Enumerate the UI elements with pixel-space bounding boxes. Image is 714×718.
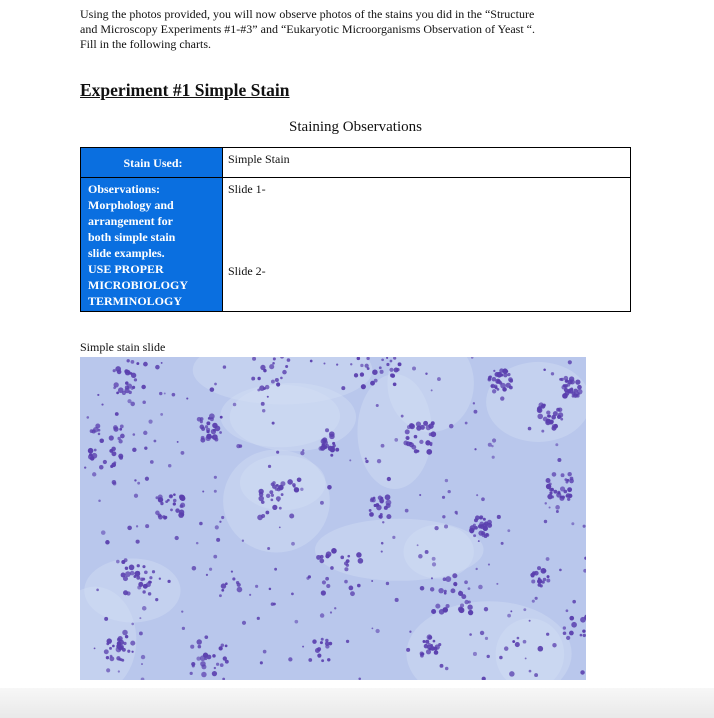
instructions-line-3: Fill in the following charts. (80, 37, 211, 51)
observations-label-line: USE PROPER (88, 262, 164, 276)
instructions-paragraph (80, 7, 640, 52)
table-caption: Staining Observations (289, 119, 422, 135)
instructions-line-2: and Microscopy Experiments #1-#3” and “Eukaryotic Microorganisms Observation of Yeast “. (80, 22, 536, 36)
simple-stain-micrograph (80, 357, 586, 680)
instructions-line-1: Using the photos provided, you will now observe photos of the stains you did in the “Structure (80, 7, 535, 21)
observations-label (81, 178, 223, 312)
observations-label-line: slide examples. (88, 246, 165, 260)
experiment-heading: Experiment #1 Simple Stain (80, 80, 290, 100)
page-bottom-shade (0, 688, 714, 718)
stain-used-label: Stain Used: (81, 148, 223, 178)
staining-observations-table (80, 147, 631, 312)
stain-used-value[interactable]: Simple Stain (223, 148, 631, 178)
table-row (81, 178, 631, 312)
observations-label-line: Observations: (88, 182, 160, 196)
slide-2-entry[interactable]: Slide 2- (228, 264, 266, 278)
slide-1-entry[interactable]: Slide 1- (228, 182, 266, 196)
observations-label-line: Morphology and (88, 198, 174, 212)
table-row (81, 148, 631, 178)
micrograph-image (80, 357, 586, 680)
observations-label-line: MICROBIOLOGY (88, 278, 189, 292)
observations-label-line: both simple stain (88, 230, 176, 244)
observations-label-line: TERMINOLOGY (88, 294, 183, 308)
observations-label-line: arrangement for (88, 214, 173, 228)
image-caption: Simple stain slide (80, 340, 166, 354)
observations-value[interactable] (223, 178, 631, 312)
